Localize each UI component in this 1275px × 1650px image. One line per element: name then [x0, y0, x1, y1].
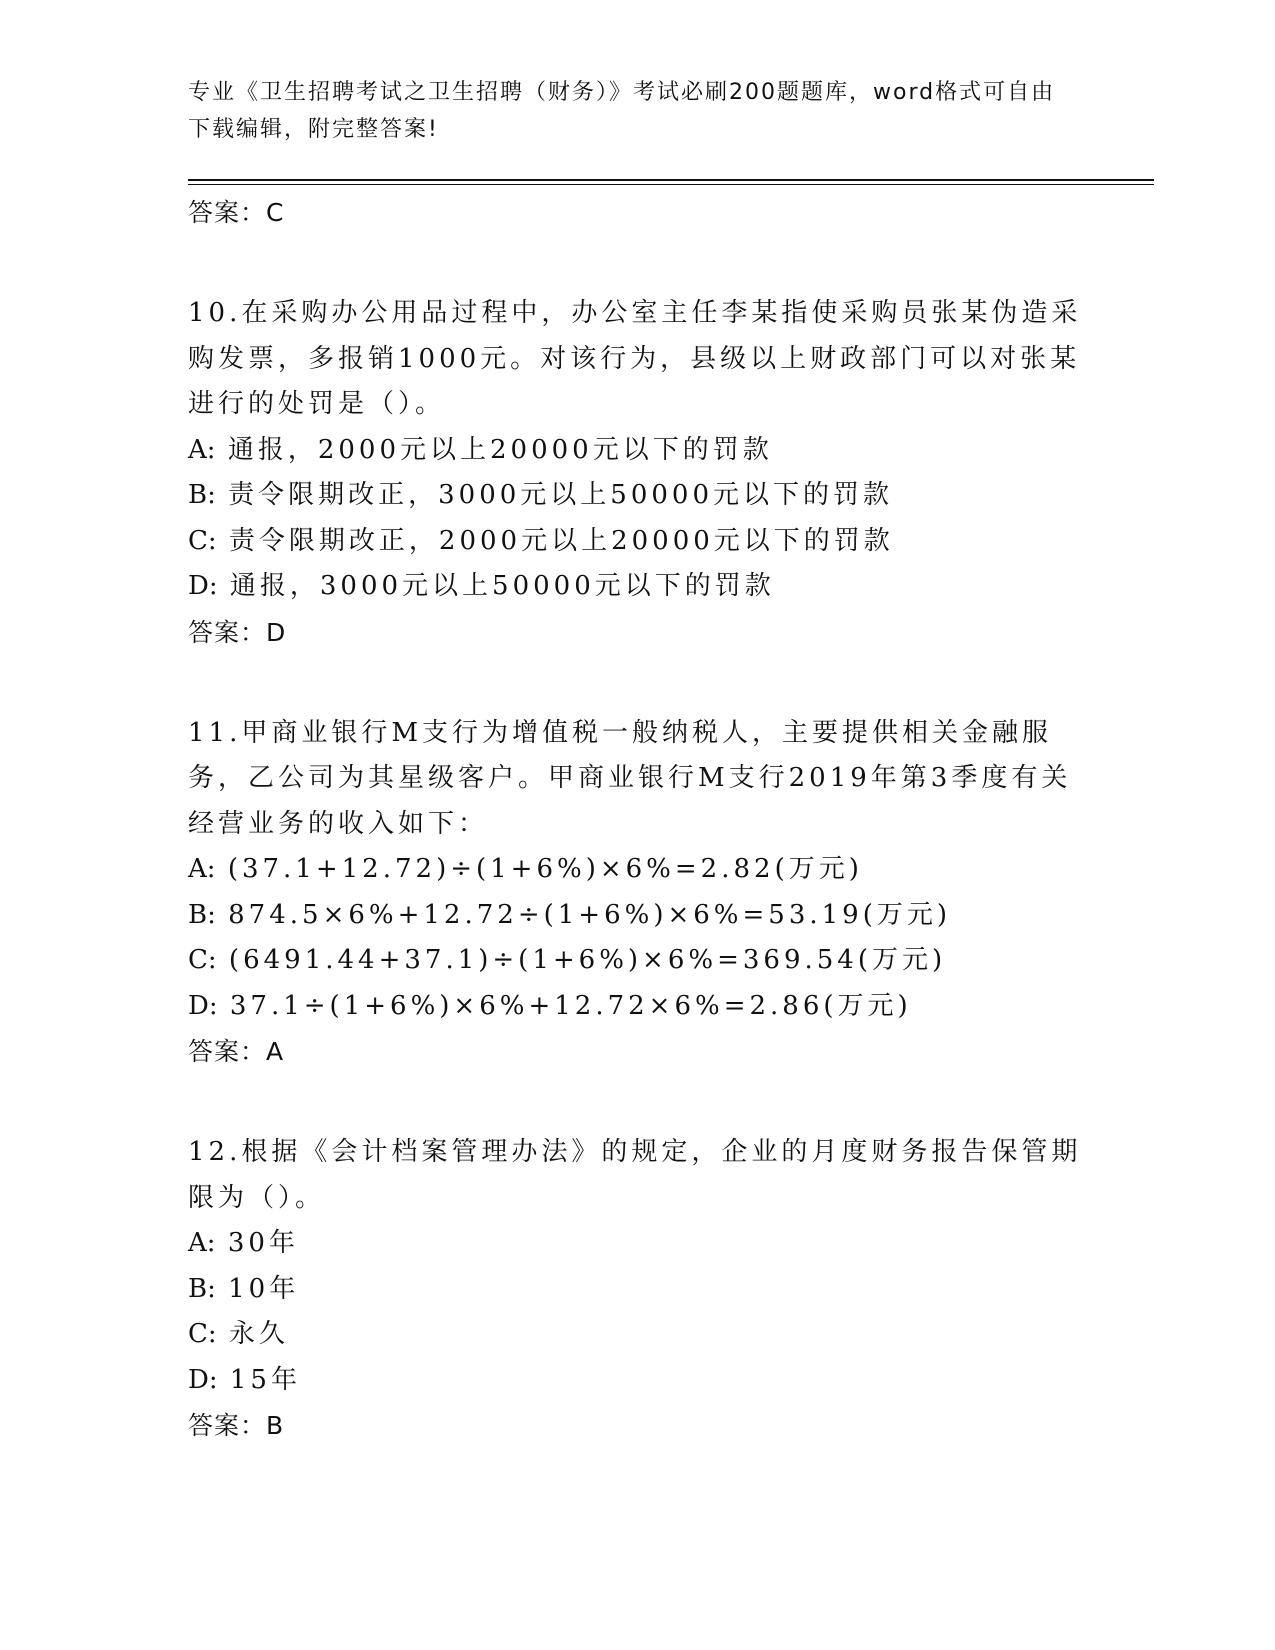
question-11: [188, 711, 1088, 1075]
option-text: 874.5×6%+12.72÷(1+6%)×6%=53.19(万元): [228, 899, 952, 930]
previous-answer: 答案：C: [188, 198, 285, 227]
option-b: [188, 1267, 1088, 1313]
option-text: 10年: [228, 1273, 300, 1304]
question-stem: 10.在采购办公用品过程中，办公室主任李某指使采购员张某伪造采购发票，多报销1000元。对该行为，县级以上财政部门可以对张某进行的处罚是（）。: [188, 298, 1082, 419]
option-letter: A:: [188, 434, 216, 465]
option-letter: C:: [188, 1319, 217, 1349]
option-d: [188, 564, 1088, 610]
question-spacer: [188, 655, 1088, 711]
option-text: 37.1÷(1+6%)×6%+12.72×6%=2.86(万元): [229, 990, 912, 1021]
option-letter: B:: [188, 480, 216, 510]
option-letter: D:: [188, 571, 218, 601]
option-b: [188, 473, 1088, 519]
header-divider-thick: [188, 179, 1154, 181]
question-spacer: [188, 235, 1088, 291]
option-letter: A:: [188, 1228, 216, 1258]
option-text: (6491.44+37.1)÷(1+6%)×6%=369.54(万元): [228, 945, 947, 975]
option-text: 责令限期改正，2000元以上20000元以下的罚款: [228, 525, 894, 556]
option-text: 15年: [229, 1364, 301, 1395]
option-a: [188, 428, 1088, 474]
option-c: [188, 1312, 1088, 1358]
option-d: [188, 1358, 1088, 1404]
option-letter: C:: [188, 525, 217, 556]
option-text: 责令限期改正，3000元以上50000元以下的罚款: [228, 480, 894, 510]
question-answer: 答案：D: [188, 617, 287, 647]
option-letter: B:: [188, 1273, 216, 1304]
question-stem: 12.根据《会计档案管理办法》的规定，企业的月度财务报告保管期限为（）。: [188, 1137, 1082, 1213]
option-text: (37.1+12.72)÷(1+6%)×6%=2.82(万元): [227, 854, 863, 884]
option-a: [188, 1221, 1088, 1267]
option-letter: B:: [188, 899, 216, 930]
option-letter: D:: [188, 1364, 218, 1395]
question-spacer: [188, 1074, 1088, 1130]
option-letter: D:: [188, 990, 218, 1021]
question-12: [188, 1130, 1088, 1448]
option-text: 通报，3000元以上50000元以下的罚款: [229, 571, 775, 601]
question-content: [188, 190, 1088, 1448]
question-stem: 11.甲商业银行M支行为增值税一般纳税人，主要提供相关金融服务，乙公司为其星级客户。甲商业银行M支行2019年第3季度有关经营业务的收入如下：: [188, 717, 1072, 839]
header-note: 专业《卫生招聘考试之卫生招聘（财务）》考试必刷200题题库，word格式可自由下载编辑，附完整答案!: [188, 80, 1056, 142]
option-text: 永久: [228, 1319, 289, 1349]
option-b: [188, 893, 1088, 939]
option-c: [188, 938, 1088, 984]
option-d: [188, 984, 1088, 1030]
option-letter: C:: [188, 945, 217, 975]
option-text: 30年: [227, 1228, 299, 1258]
question-answer: 答案：B: [188, 1411, 285, 1440]
option-a: [188, 847, 1088, 893]
option-text: 通报，2000元以上20000元以下的罚款: [227, 434, 773, 465]
option-c: [188, 519, 1088, 565]
header-divider-thin: [188, 184, 1154, 185]
question-10: [188, 291, 1088, 655]
option-letter: A:: [188, 854, 216, 884]
question-answer: 答案：A: [188, 1037, 285, 1066]
